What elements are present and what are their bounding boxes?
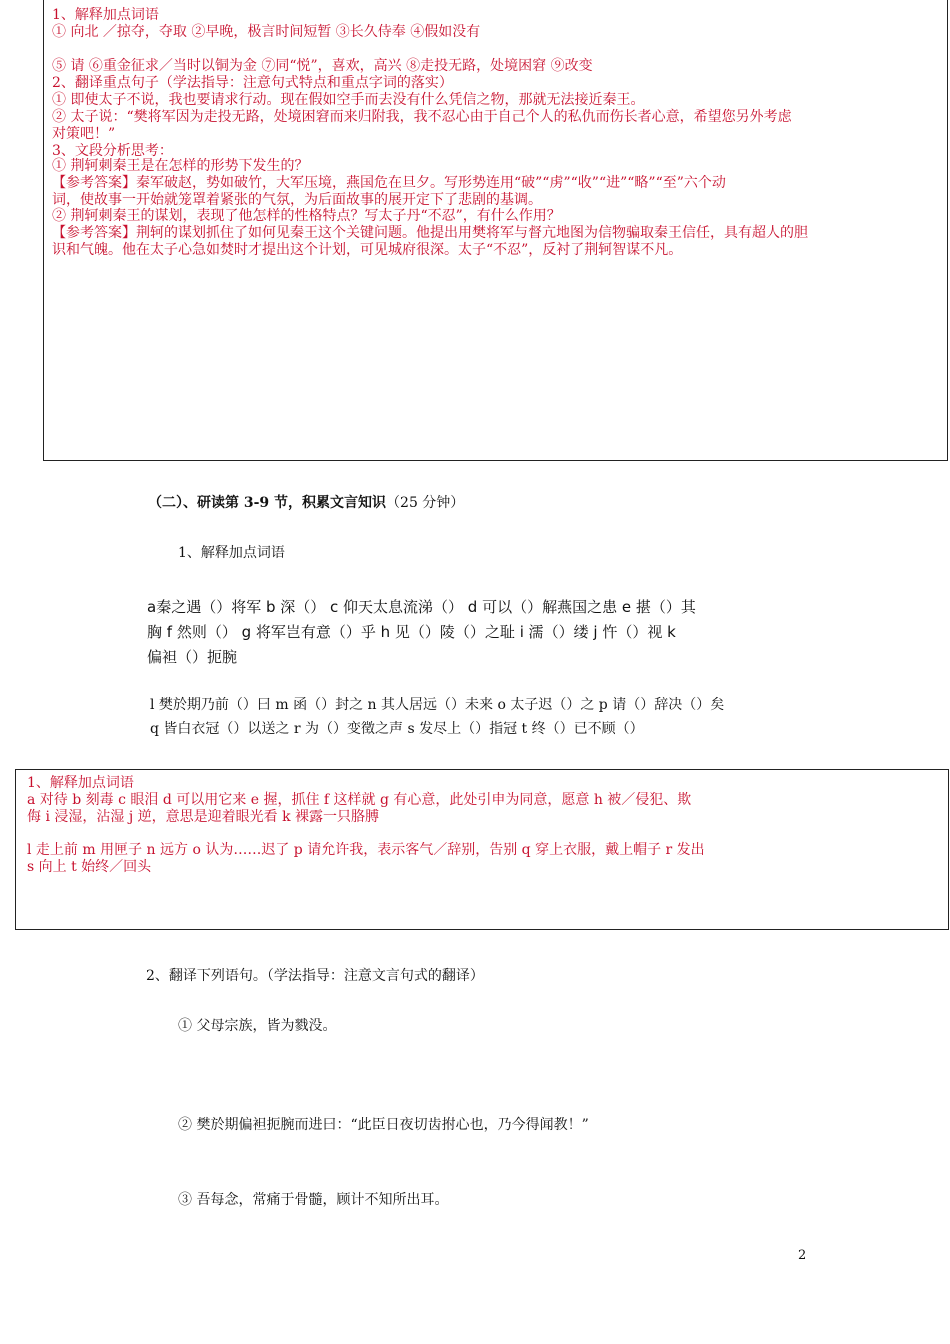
q1-line-3: 偏袒（）扼腕 (147, 648, 238, 666)
sentence-2: ② 樊於期偏袒扼腕而进曰：“此臣日夜切齿拊心也，乃今得闻教！” (178, 1117, 589, 1133)
q2-label: 2、翻译下列语句。（学法指导：注意文言句式的翻译） (146, 968, 484, 984)
box1-line-13: 【参考答案】荆轲的谋划抓住了如何见秦王这个关键问题。他提出用樊将军与督亢地图为信物骗取秦王信任，具有超人的胆 (52, 225, 808, 241)
section-heading (148, 495, 464, 512)
sentence-1: ① 父母宗族，皆为戮没。 (178, 1018, 337, 1034)
page-number: 2 (798, 1248, 807, 1263)
box1-line-6: ② 太子说：“樊将军因为走投无路，处境困窘而来归附我，我不忍心由于自己个人的私仇而伤长者心意，希望您另外考虑 (52, 109, 792, 125)
box1-line-2: ① 向北 ／掠夺，夺取 ②早晚，极言时间短暂 ③长久侍奉 ④假如没有 (52, 24, 481, 40)
box2-line-3: 侮 i 浸湿，沾湿 j 逆，意思是迎着眼光看 k 裸露一只胳膊 (27, 809, 380, 825)
box1-line-10: 【参考答案】秦军破赵，势如破竹，大军压境，燕国危在旦夕。写形势连用“破”“虏”“收”“进”“略”“至”六个动 (52, 175, 726, 191)
box1-line-5: ① 即使太子不说，我也要请求行动。现在假如空手而去没有什么凭信之物，那就无法接近秦王。 (52, 92, 645, 108)
box1-line-12: ② 荆轲刺秦王的谋划，表现了他怎样的性格特点？写太子丹“不忍”，有什么作用？ (52, 208, 561, 224)
box2-line-4: l 走上前 m 用匣子 n 远方 o 认为……迟了 p 请允许我，表示客气／辞别，告别 q 穿上衣服，戴上帽子 r 发出 (27, 842, 705, 858)
box2-line-5: s 向上 t 始终／回头 (27, 859, 152, 875)
box1-line-3: ⑤ 请 ⑥重金征求／当时以铜为金 ⑦同“悦”，喜欢，高兴 ⑧走投无路，处境困窘 ⑨改变 (52, 58, 593, 74)
q1-line-2: 胸 f 然则（） g 将军岂有意（）乎 h 见（）陵（）之耻 i 濡（）缕 j 忤（）视 k (147, 623, 676, 641)
section-heading-time: （25 分钟） (386, 495, 465, 511)
q1b-line-1: l 樊於期乃前（）曰 m 函（）封之 n 其人居远（）未来 o 太子迟（）之 p 请（）辞决（）矣 (150, 697, 725, 713)
box1-line-1: 1、解释加点词语 (52, 7, 159, 23)
q1-line-1: a秦之遇（）将军 b 深（） c 仰天太息流涕（） d 可以（）解燕国之患 e 揕（）其 (147, 598, 696, 616)
box1-line-14: 识和气魄。他在太子心急如焚时才提出这个计划，可见城府很深。太子“不忍”，反衬了荆轲智谋不凡。 (52, 242, 683, 258)
box2-line-2: a 对待 b 刻毒 c 眼泪 d 可以用它来 e 握，抓住 f 这样就 g 有心意，此处引申为同意，愿意 h 被／侵犯、欺 (27, 792, 692, 808)
box1-line-8: 3、文段分析思考： (52, 143, 173, 159)
box1-line-4: 2、翻译重点句子（学法指导：注意句式特点和重点字词的落实） (52, 75, 453, 91)
q1b-line-2: q 皆白衣冠（）以送之 r 为（）变徵之声 s 发尽上（）指冠 t 终（）已不顾（） (150, 721, 644, 737)
box1-line-7: 对策吧！” (52, 126, 116, 142)
section-heading-text: （二）、研读第 3-9 节，积累文言知识 (148, 495, 387, 511)
box2-line-1: 1、解释加点词语 (27, 775, 134, 791)
box1-line-9: ① 荆轲刺秦王是在怎样的形势下发生的？ (52, 158, 309, 174)
box1-line-11: 词，使故事一开始就笼罩着紧张的气氛，为后面故事的展开定下了悲剧的基调。 (52, 192, 542, 208)
sentence-3: ③ 吾每念，常痛于骨髓，顾计不知所出耳。 (178, 1192, 449, 1208)
q1-label: 1、解释加点词语 (178, 545, 285, 561)
